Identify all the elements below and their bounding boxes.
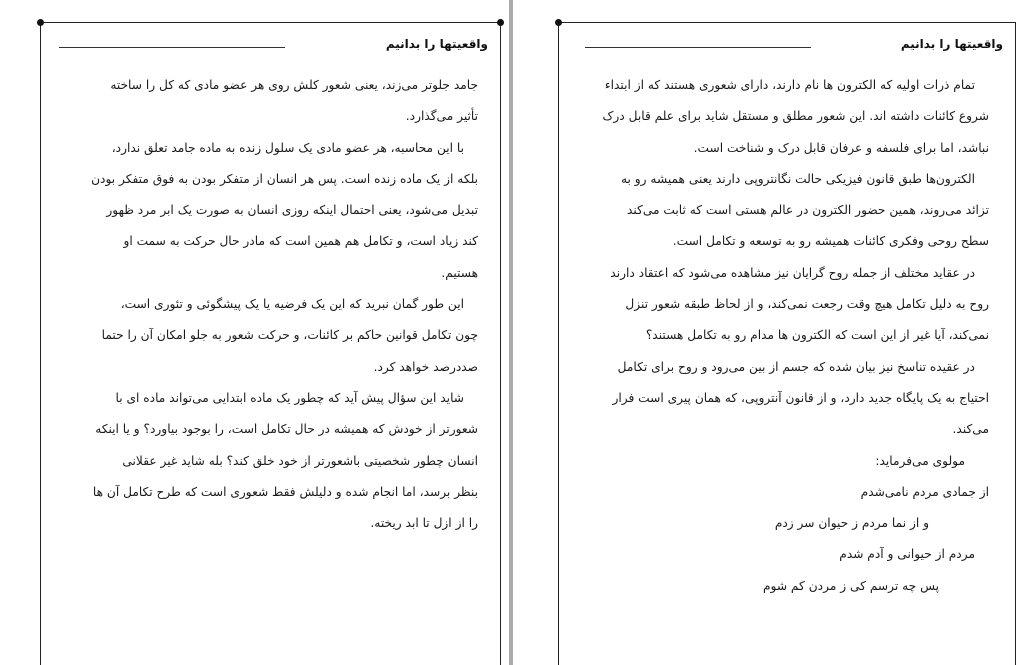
poem-line: و از نما مردم ز حیوان سر زدم (774, 516, 929, 531)
page-frame (40, 22, 501, 665)
paragraph: با این محاسبه، هر عضو مادی یک سلول زنده به ماده جامد تعلق ندارد، بلکه از یک ماده زنده است. پس هر انسان از متفکر بودن به فوق متفکر بودن تبدیل می‌شود، یعنی احتمال اینکه روزی انسان به صورت یک ابر مرد ظهور کند زیاد است، و تکامل هم همین است که مادر حال حرکت به سمت او هستیم. (91, 140, 478, 280)
header-title: واقعیتها را بدانیم (900, 37, 1003, 51)
frame-corner-dot (37, 19, 44, 26)
page-header (573, 33, 1003, 55)
poem-line: پس چه ترسم کی ز مردن کم شوم (763, 578, 939, 593)
paragraph: تمام ذرات اولیه که الکترون ها نام دارند، دارای شعوری هستند که از ابتداء شروع کائنات داشته اند. این شعور مطلق و مستقل شاید برای علم قابل درک نباشد، اما برای فلسفه و عرفان قابل درک و شناخت است. (602, 78, 989, 155)
paragraph: در عقیده تناسخ نیز بیان شده که جسم از بین می‌رود و روح برای تکامل احتیاج به یک پایگاه جدید دارد، و از قانون آنتروپی، که همان پیری است فرار می‌کند. (612, 359, 989, 437)
poem-line: مردم از حیوانی و آدم شدم (839, 547, 975, 562)
paragraph: الکترون‌ها طبق قانون فیزیکی حالت نگانتروپی دارند یعنی همیشه رو به تزائد می‌روند، همین حضور الکترون در عالم هستی است که ثابت می‌کند سطح روحی وفکری کائنات همیشه رو به توسعه و تکامل است. (620, 171, 989, 249)
page-left (0, 0, 509, 665)
page-body (65, 70, 478, 539)
page-right (513, 0, 1022, 665)
page-header (55, 33, 488, 55)
paragraph: شاید این سؤال پیش آید که چطور یک ماده ابتدایی می‌تواند ماده ای با شعورتر از خودش که همیشه در حال تکامل است، را بوجود بیاورد؟ و یا اینکه انسان چطور شخصیتی باشعورتر از خود خلق کند؟ بله شاید غیر عقلانی بنظر برسد، اما انجام شده و دلیلش فقط شعوری است که طرح تکامل آن ها را از ازل تا ابد ریخته. (92, 390, 478, 531)
frame-corner-dot (555, 19, 562, 26)
page-frame (558, 22, 1016, 665)
frame-corner-dot (497, 19, 504, 26)
header-rule (59, 47, 285, 48)
paragraph: در عقاید مختلف از جمله روح گرایان نیز مشاهده می‌شود که اعتقاد دارند روح به دلیل تکامل هیچ وقت رجعت نمی‌کند، و از لحاظ طبقه شعور تنزل نمی‌کند، آیا غیر از این است که الکترون ها مدام رو به تکامل هستند؟ (610, 265, 989, 343)
header-title: واقعیتها را بدانیم (385, 37, 488, 51)
poem-intro: مولوی می‌فرماید: (875, 453, 965, 468)
poem-line: از جمادی مردم نامی‌شدم (860, 484, 989, 499)
paragraph: این طور گمان نبرید که این یک فرضیه یا یک پیشگوئی و تئوری است، چون تکامل قوانین حاکم بر کائنات، و حرکت شعور به جلو امکان آن را حتما صددرصد خواهد کرد. (101, 297, 478, 374)
paragraph: جامد جلوتر می‌زند، یعنی شعور کلش روی هر عضو مادی که کل را ساخته تأثیر می‌گذارد. (110, 78, 478, 124)
page-body (579, 70, 989, 602)
header-rule (585, 47, 811, 48)
